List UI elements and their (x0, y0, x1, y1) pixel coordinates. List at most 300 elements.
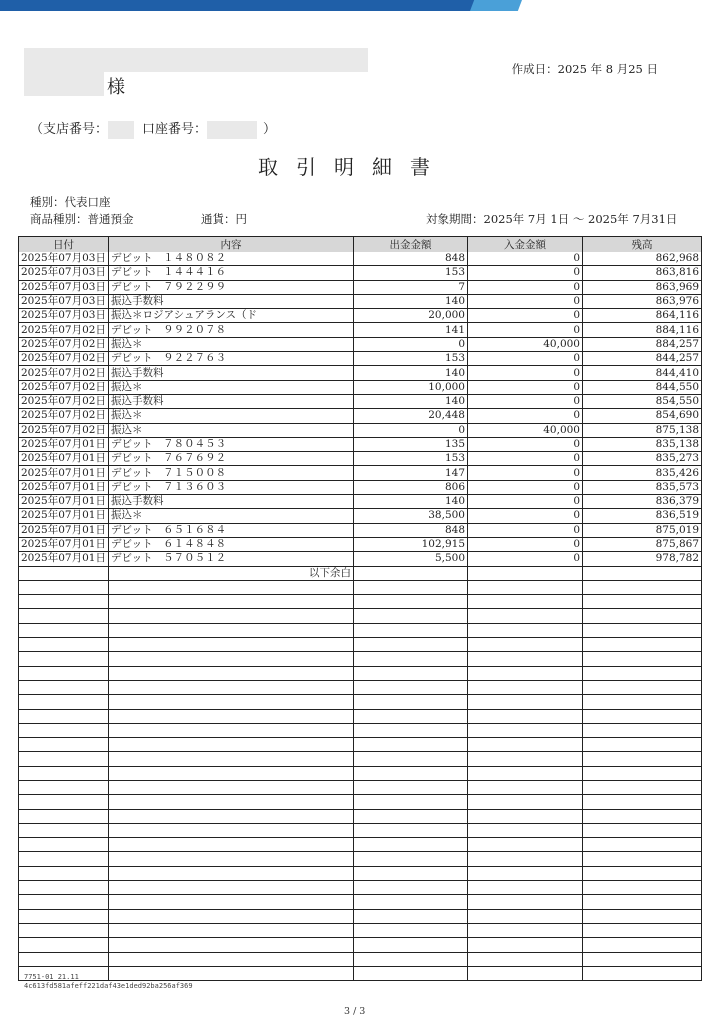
row-description: デビット ９９２０７８ (109, 323, 354, 337)
blank-cell (583, 680, 702, 694)
row-date: 2025年07月03日 (19, 294, 109, 308)
blank-row (19, 638, 702, 652)
blank-row (19, 623, 702, 637)
table-row (19, 309, 702, 323)
blank-cell (19, 895, 109, 909)
row-description: デビット ５７０５１２ (109, 552, 354, 566)
row-date: 2025年07月01日 (19, 466, 109, 480)
blank-row (19, 866, 702, 880)
row-balance: 978,782 (583, 552, 702, 566)
blank-cell (468, 780, 583, 794)
blank-cell (583, 595, 702, 609)
row-withdrawal: 7 (354, 280, 468, 294)
row-balance: 884,116 (583, 323, 702, 337)
blank-cell (19, 652, 109, 666)
row-description: 振込＊ (109, 380, 354, 394)
blank-cell (468, 795, 583, 809)
blank-cell (19, 780, 109, 794)
blank-cell (19, 795, 109, 809)
blank-cell (19, 566, 109, 580)
row-withdrawal: 848 (354, 252, 468, 266)
blank-cell (583, 909, 702, 923)
blank-cell (468, 652, 583, 666)
table-row (19, 466, 702, 480)
page-number: 3 / 3 (344, 1006, 366, 1017)
blank-cell (19, 923, 109, 937)
row-balance: 854,690 (583, 409, 702, 423)
row-balance: 864,116 (583, 309, 702, 323)
blank-cell (583, 966, 702, 980)
row-date: 2025年07月01日 (19, 552, 109, 566)
brand-bar-accent (470, 0, 522, 11)
blank-row (19, 752, 702, 766)
blank-row (19, 766, 702, 780)
row-withdrawal: 20,000 (354, 309, 468, 323)
row-date: 2025年07月01日 (19, 437, 109, 451)
blank-cell (109, 595, 354, 609)
blank-cell (583, 809, 702, 823)
row-deposit: 0 (468, 280, 583, 294)
blank-cell (468, 952, 583, 966)
blank-cell (468, 680, 583, 694)
blank-cell (468, 709, 583, 723)
table-row (19, 552, 702, 566)
blank-cell (468, 895, 583, 909)
row-deposit: 0 (468, 366, 583, 380)
blank-cell (354, 780, 468, 794)
table-header-row (19, 237, 702, 253)
row-date: 2025年07月02日 (19, 409, 109, 423)
blank-cell (19, 595, 109, 609)
product-type: 商品種別：普通預金 (30, 212, 134, 226)
blank-cell (354, 852, 468, 866)
row-description: デビット ６１４８４８ (109, 537, 354, 551)
row-description: デビット ７１３６０３ (109, 480, 354, 494)
account-number-label: 口座番号： (142, 122, 208, 137)
blank-cell (19, 623, 109, 637)
blank-cell (354, 923, 468, 937)
blank-cell (468, 638, 583, 652)
blank-cell (583, 709, 702, 723)
blank-cell (109, 909, 354, 923)
blank-cell (468, 966, 583, 980)
blank-cell (109, 580, 354, 594)
row-date: 2025年07月01日 (19, 480, 109, 494)
blank-row (19, 666, 702, 680)
row-balance: 835,426 (583, 466, 702, 480)
row-balance: 875,867 (583, 537, 702, 551)
row-withdrawal: 10,000 (354, 380, 468, 394)
blank-cell (109, 723, 354, 737)
row-balance: 835,138 (583, 437, 702, 451)
col-date-header: 日付 (19, 237, 109, 253)
end-marker: 以下余白 (109, 566, 354, 580)
table-row (19, 366, 702, 380)
row-date: 2025年07月03日 (19, 309, 109, 323)
row-balance: 863,976 (583, 294, 702, 308)
blank-cell (583, 866, 702, 880)
blank-cell (109, 680, 354, 694)
blank-cell (19, 638, 109, 652)
blank-cell (354, 766, 468, 780)
blank-row (19, 695, 702, 709)
blank-row (19, 709, 702, 723)
table-row (19, 480, 702, 494)
blank-cell (109, 638, 354, 652)
created-date: 作成日：2025 年 8 月25 日 (511, 62, 658, 76)
row-balance: 875,138 (583, 423, 702, 437)
row-deposit: 40,000 (468, 337, 583, 351)
row-date: 2025年07月01日 (19, 452, 109, 466)
row-description: 振込＊ロジアシュアランス（ド (109, 309, 354, 323)
blank-cell (19, 695, 109, 709)
row-description: 振込＊ (109, 409, 354, 423)
row-balance: 836,379 (583, 495, 702, 509)
row-withdrawal: 153 (354, 266, 468, 280)
blank-cell (109, 623, 354, 637)
row-withdrawal: 102,915 (354, 537, 468, 551)
blank-cell (109, 923, 354, 937)
row-deposit: 0 (468, 394, 583, 408)
blank-cell (468, 609, 583, 623)
blank-row (19, 738, 702, 752)
table-row (19, 452, 702, 466)
row-balance: 844,550 (583, 380, 702, 394)
table-row (19, 280, 702, 294)
row-date: 2025年07月02日 (19, 352, 109, 366)
table-row (19, 323, 702, 337)
blank-row (19, 809, 702, 823)
blank-row (19, 952, 702, 966)
row-withdrawal: 135 (354, 437, 468, 451)
blank-cell (19, 881, 109, 895)
blank-cell (468, 881, 583, 895)
blank-cell (468, 695, 583, 709)
row-balance: 863,816 (583, 266, 702, 280)
row-description: 振込＊ (109, 337, 354, 351)
blank-row (19, 909, 702, 923)
row-withdrawal: 0 (354, 423, 468, 437)
blank-cell (109, 823, 354, 837)
blank-cell (583, 752, 702, 766)
row-withdrawal: 140 (354, 366, 468, 380)
blank-cell (354, 966, 468, 980)
row-withdrawal: 140 (354, 394, 468, 408)
blank-cell (583, 823, 702, 837)
row-description: デビット １４８０８２ (109, 252, 354, 266)
row-deposit: 0 (468, 466, 583, 480)
blank-cell (19, 809, 109, 823)
blank-cell (468, 823, 583, 837)
row-description: 振込＊ (109, 509, 354, 523)
table-row (19, 437, 702, 451)
blank-cell (583, 580, 702, 594)
col-balance-header: 残高 (583, 237, 702, 253)
blank-row (19, 938, 702, 952)
blank-cell (109, 695, 354, 709)
blank-row (19, 838, 702, 852)
row-description: 振込手数料 (109, 294, 354, 308)
blank-cell (468, 809, 583, 823)
blank-row (19, 923, 702, 937)
table-row (19, 337, 702, 351)
blank-cell (583, 566, 702, 580)
row-deposit: 0 (468, 266, 583, 280)
brand-bar (0, 0, 520, 11)
row-deposit: 0 (468, 437, 583, 451)
row-date: 2025年07月03日 (19, 280, 109, 294)
blank-cell (468, 666, 583, 680)
blank-cell (583, 852, 702, 866)
row-date: 2025年07月03日 (19, 252, 109, 266)
row-deposit: 0 (468, 452, 583, 466)
blank-cell (19, 680, 109, 694)
statement-period: 対象期間：2025年 7月 1日 〜 2025年 7月31日 (426, 212, 678, 226)
table-row (19, 423, 702, 437)
row-withdrawal: 140 (354, 294, 468, 308)
row-description: 振込手数料 (109, 394, 354, 408)
col-withdrawal-header: 出金金額 (354, 237, 468, 253)
table-row (19, 409, 702, 423)
blank-row (19, 823, 702, 837)
blank-cell (354, 938, 468, 952)
blank-cell (583, 780, 702, 794)
blank-cell (109, 809, 354, 823)
table-row (19, 266, 702, 280)
blank-cell (583, 952, 702, 966)
blank-cell (19, 766, 109, 780)
blank-cell (109, 852, 354, 866)
blank-cell (354, 823, 468, 837)
redacted-name (24, 48, 368, 72)
blank-row (19, 580, 702, 594)
blank-cell (19, 709, 109, 723)
row-balance: 835,573 (583, 480, 702, 494)
blank-cell (19, 952, 109, 966)
blank-cell (354, 680, 468, 694)
row-withdrawal: 806 (354, 480, 468, 494)
blank-cell (468, 766, 583, 780)
blank-cell (109, 666, 354, 680)
row-description: デビット ７６７６９２ (109, 452, 354, 466)
row-withdrawal: 153 (354, 452, 468, 466)
blank-cell (19, 823, 109, 837)
account-kind: 種別：代表口座 (30, 195, 111, 209)
blank-cell (583, 895, 702, 909)
row-deposit: 0 (468, 523, 583, 537)
blank-cell (468, 723, 583, 737)
row-description: デビット １４４４１６ (109, 266, 354, 280)
row-date: 2025年07月03日 (19, 266, 109, 280)
col-description-header: 内容 (109, 237, 354, 253)
blank-cell (354, 795, 468, 809)
table-row (19, 252, 702, 266)
blank-cell (354, 866, 468, 880)
branch-label: （支店番号： (30, 122, 109, 137)
page-title: 取引明細書 (258, 155, 448, 179)
blank-cell (19, 866, 109, 880)
blank-cell (109, 795, 354, 809)
blank-cell (19, 580, 109, 594)
blank-cell (19, 838, 109, 852)
blank-cell (109, 895, 354, 909)
table-row (19, 380, 702, 394)
row-deposit: 0 (468, 552, 583, 566)
blank-cell (583, 666, 702, 680)
blank-cell (354, 623, 468, 637)
redacted-account (207, 121, 257, 139)
blank-cell (583, 938, 702, 952)
blank-cell (468, 938, 583, 952)
blank-cell (109, 738, 354, 752)
row-date: 2025年07月02日 (19, 380, 109, 394)
blank-cell (583, 638, 702, 652)
row-description: デビット ６５１６８４ (109, 523, 354, 537)
blank-row (19, 966, 702, 980)
row-date: 2025年07月01日 (19, 537, 109, 551)
row-deposit: 0 (468, 294, 583, 308)
row-date: 2025年07月01日 (19, 523, 109, 537)
blank-cell (583, 838, 702, 852)
row-withdrawal: 140 (354, 495, 468, 509)
row-balance: 863,969 (583, 280, 702, 294)
row-date: 2025年07月02日 (19, 337, 109, 351)
row-date: 2025年07月02日 (19, 394, 109, 408)
account-close: ） (263, 122, 277, 137)
blank-cell (19, 852, 109, 866)
blank-cell (354, 580, 468, 594)
row-date: 2025年07月02日 (19, 423, 109, 437)
blank-row (19, 780, 702, 794)
blank-cell (354, 723, 468, 737)
blank-cell (583, 923, 702, 937)
row-date: 2025年07月01日 (19, 509, 109, 523)
row-balance: 884,257 (583, 337, 702, 351)
row-description: デビット ７９２２９９ (109, 280, 354, 294)
row-balance: 862,968 (583, 252, 702, 266)
blank-cell (109, 866, 354, 880)
currency: 通貨：円 (201, 212, 247, 226)
blank-cell (109, 709, 354, 723)
blank-cell (583, 623, 702, 637)
blank-cell (583, 738, 702, 752)
blank-cell (354, 666, 468, 680)
table-row (19, 495, 702, 509)
blank-row (19, 609, 702, 623)
blank-cell (583, 609, 702, 623)
blank-cell (354, 738, 468, 752)
row-balance: 844,257 (583, 352, 702, 366)
row-deposit: 0 (468, 252, 583, 266)
blank-cell (354, 609, 468, 623)
row-withdrawal: 141 (354, 323, 468, 337)
blank-cell (354, 595, 468, 609)
row-deposit: 0 (468, 509, 583, 523)
blank-cell (354, 838, 468, 852)
row-description: 振込＊ (109, 423, 354, 437)
blank-cell (583, 766, 702, 780)
blank-cell (468, 738, 583, 752)
form-code: 7751-01 21.11 (24, 973, 79, 981)
blank-cell (468, 595, 583, 609)
transaction-table (18, 236, 702, 981)
blank-cell (354, 809, 468, 823)
blank-cell (583, 695, 702, 709)
row-deposit: 0 (468, 480, 583, 494)
blank-cell (19, 738, 109, 752)
blank-cell (468, 752, 583, 766)
blank-cell (109, 752, 354, 766)
blank-row (19, 895, 702, 909)
account-info (30, 118, 276, 139)
row-description: デビット ７１５００８ (109, 466, 354, 480)
blank-cell (19, 723, 109, 737)
blank-row (19, 680, 702, 694)
blank-row (19, 595, 702, 609)
table-row (19, 523, 702, 537)
blank-cell (19, 938, 109, 952)
row-withdrawal: 38,500 (354, 509, 468, 523)
blank-cell (583, 723, 702, 737)
col-deposit-header: 入金金額 (468, 237, 583, 253)
row-balance: 844,410 (583, 366, 702, 380)
row-description: デビット ７８０４５３ (109, 437, 354, 451)
blank-cell (109, 766, 354, 780)
blank-row (19, 723, 702, 737)
blank-cell (583, 881, 702, 895)
blank-cell (109, 652, 354, 666)
blank-cell (354, 909, 468, 923)
blank-cell (354, 952, 468, 966)
blank-cell (109, 966, 354, 980)
row-description: 振込手数料 (109, 495, 354, 509)
blank-row (19, 795, 702, 809)
row-withdrawal: 5,500 (354, 552, 468, 566)
blank-cell (583, 795, 702, 809)
row-date: 2025年07月02日 (19, 323, 109, 337)
table-row (19, 352, 702, 366)
row-withdrawal: 20,448 (354, 409, 468, 423)
blank-cell (354, 895, 468, 909)
blank-cell (468, 909, 583, 923)
row-balance: 875,019 (583, 523, 702, 537)
blank-cell (354, 752, 468, 766)
row-date: 2025年07月01日 (19, 495, 109, 509)
row-withdrawal: 153 (354, 352, 468, 366)
row-deposit: 0 (468, 537, 583, 551)
row-withdrawal: 0 (354, 337, 468, 351)
blank-cell (19, 752, 109, 766)
blank-cell (109, 780, 354, 794)
row-deposit: 0 (468, 309, 583, 323)
row-balance: 854,550 (583, 394, 702, 408)
blank-cell (468, 866, 583, 880)
blank-row (19, 852, 702, 866)
blank-cell (19, 666, 109, 680)
table-row (19, 394, 702, 408)
blank-cell (468, 580, 583, 594)
row-date: 2025年07月02日 (19, 366, 109, 380)
blank-cell (109, 952, 354, 966)
blank-row (19, 652, 702, 666)
row-withdrawal: 147 (354, 466, 468, 480)
blank-cell (109, 838, 354, 852)
table-row (19, 294, 702, 308)
blank-cell (354, 638, 468, 652)
blank-row (19, 881, 702, 895)
document-hash: 4c613fd581afeff221daf43e1ded92ba256af369 (24, 982, 193, 990)
end-marker-row (19, 566, 702, 580)
